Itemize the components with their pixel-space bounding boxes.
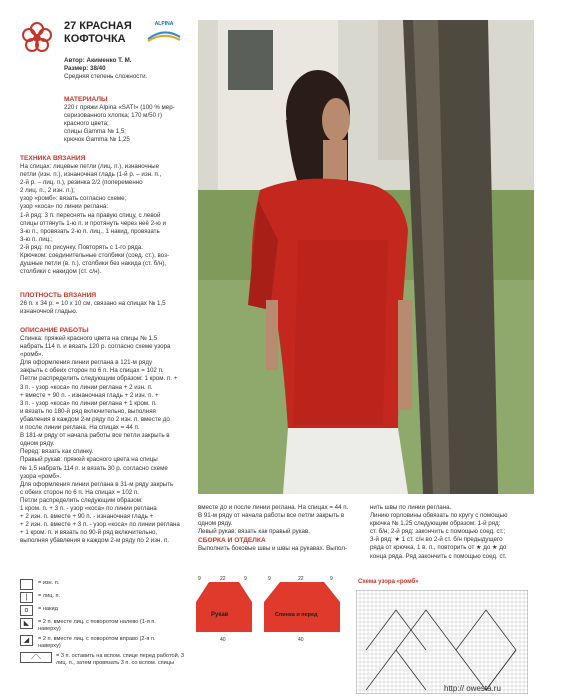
technique-line: На спицах: лицевые петли (лиц. п.), изнаночные xyxy=(20,163,160,170)
work-line: + 2 изн. п. вместе + 90 п. - изнаночная гладь + xyxy=(20,513,154,521)
col2-line: Выполнить боковые швы и швы на рукавах. Выпол- xyxy=(198,545,348,553)
work-line: Петли распределить следующим образом: xyxy=(20,496,143,504)
materials-line: красного цвета; xyxy=(64,120,109,128)
sleeve-dim-mid: 22 xyxy=(220,576,226,582)
work-line: Правый рукав: пряжей красного цвета на спицы xyxy=(20,456,158,464)
col2-line: одном ряду. xyxy=(198,520,233,528)
work-line: Петли распределить следующим образом: 1 кром. п. + xyxy=(20,375,178,383)
work-line: Для оформления линии реглана в 31-м ряду закрыть xyxy=(20,480,174,488)
work-line: 1 кром. п. + 3 п. - узор «коса» по линии реглана xyxy=(20,504,157,512)
technique-line: петли (изн. п.), изнаночная гладь (1-й р. – изн. п., xyxy=(20,171,162,179)
title-line-2: КОФТОЧКА xyxy=(64,33,126,45)
technique-line: 3-ю п., провязать 2-ю п. лиц., 1 накид, провязать xyxy=(20,227,160,235)
materials-line: спицы Gamma № 1,5; xyxy=(64,128,127,136)
work-line: закрыть с обеих сторон по 6 п. На спицах = 102 п. xyxy=(20,367,164,375)
assembly-heading: СБОРКА И ОТДЕЛКА xyxy=(198,537,266,545)
materials-line: серизованного хлопка; 170 м/50 г) xyxy=(64,112,163,120)
body-label: Спинка и перед xyxy=(275,612,318,618)
materials-heading: МАТЕРИАЛЫ xyxy=(64,96,108,103)
body-dim-left: 9 xyxy=(268,576,271,582)
col3-line: ст. б/н; 2-й ряд: закончить с помощью соед. ст.; xyxy=(370,528,506,536)
work-line: и после линии реглана. На спицах = 44 п. xyxy=(20,424,140,432)
materials-line: крючок Gamma № 1,25 xyxy=(64,136,130,144)
technique-line: душные петли (в. п.), столбики без накида (ст. б/н), xyxy=(20,260,167,268)
k2tog-left-symbol-icon: ◣ xyxy=(20,618,33,629)
sleeve-dim-bottom: 40 xyxy=(220,637,226,643)
col2-line: вместе до и после линии реглана. На спицах = 44 п. xyxy=(198,504,349,511)
diamond-pattern-chart xyxy=(356,590,528,694)
work-line: Для оформления линии реглана в 121-м ряду xyxy=(20,359,153,367)
brand-name: ALPINA xyxy=(154,21,174,27)
work-line: набрать 114 п. и вязать 120 р. согласно схеме узора xyxy=(20,343,171,351)
legend-item: | = лиц. п. xyxy=(20,591,186,604)
assembly-column xyxy=(198,504,358,553)
title-line-1: 27 КРАСНАЯ xyxy=(64,20,132,32)
work-heading: ОПИСАНИЕ РАБОТЫ xyxy=(20,327,89,334)
work-line: узора «ромб». xyxy=(20,472,62,480)
pattern-scheme-title: Схема узора «ромб» xyxy=(358,579,419,585)
work-line: № 1,5 набрать 114 п. и вязать 30 р. согласно схеме xyxy=(20,464,168,472)
legend-item: ◢ = 2 п. вместе лиц. с поворотом вправо (2-я п. наверху) xyxy=(20,634,186,651)
density-heading: ПЛОТНОСТЬ ВЯЗАНИЯ xyxy=(20,292,97,299)
body-scheme xyxy=(262,574,342,644)
technique-heading: ТЕХНИКА ВЯЗАНИЯ xyxy=(20,155,86,162)
work-line: В 181-м ряду от начала работы все петли закрыть в xyxy=(20,432,170,440)
legend-item: ⟋⟍ = 3 п. оставить на вспом. спице перед работой, 3 лиц. п., затем провязать 3 п. со вспом. спицы xyxy=(20,651,186,668)
technique-line: спицы оттянуть 1-ю п. и протянуть через неё 2-ю и xyxy=(20,219,166,227)
body-dim-mid: 22 xyxy=(298,576,304,582)
brand-logo xyxy=(146,21,182,45)
density-line: изнаночной гладью. xyxy=(20,308,78,316)
work-line: Перед: вязать как спинку. xyxy=(20,448,94,456)
legend-item: ◣ = 2 п. вместе лиц. с поворотом налево (1-я п. наверху) xyxy=(20,617,186,634)
size: Размер: 38/40 xyxy=(64,65,106,73)
technique-line: узор «ромб»: вязать согласно схеме; xyxy=(20,195,127,203)
density-section xyxy=(20,291,194,316)
sleeve-scheme xyxy=(194,574,254,644)
finishing-column xyxy=(370,504,540,561)
body-dim-bottom: 40 xyxy=(298,637,304,643)
technique-line: Крючком: соединительные столбики (соед. ст.), воз- xyxy=(20,252,170,260)
technique-line: 2 лиц. п., 2 изн. п.); xyxy=(20,187,75,195)
watermark: http:// owesta.ru xyxy=(444,684,501,693)
knit-symbol-icon: | xyxy=(20,592,33,603)
technique-line: 1-й ряд: 3 п. переснять на правую спицу, с левой xyxy=(20,211,161,219)
k2tog-right-symbol-icon: ◢ xyxy=(20,635,33,646)
col2-line: В 91-м ряду от начала работы все петли закрыть в xyxy=(198,512,345,520)
work-line: с обеих сторон по 6 п. На спицах = 102 п. xyxy=(20,488,139,496)
work-line: выполняя убавления в каждом 2-м ряду по 2 изн. п. xyxy=(20,537,169,545)
work-line: «ромб». xyxy=(20,351,44,359)
work-line: Спинка: пряжей красного цвета на спицы № 1,5 xyxy=(20,335,158,342)
col3-line: Линию горловины обвязать по кругу с помощью xyxy=(370,512,508,520)
technique-line: столбики с накидом (ст. с/н). xyxy=(20,268,102,276)
technique-section xyxy=(20,154,194,276)
legend-item: = изн. п. xyxy=(20,578,186,591)
brand-wave-icon xyxy=(146,27,182,43)
article-title xyxy=(64,20,132,46)
work-line: и вязать по 180-й ряд включительно, выполняя xyxy=(20,407,156,415)
materials-section xyxy=(64,95,194,144)
legend-item: o = накид xyxy=(20,604,186,617)
meta-block xyxy=(64,57,192,81)
purl-symbol-icon xyxy=(20,579,33,590)
technique-line: 2-й ряд: по рисунку. Повторять с 1-го ряда. xyxy=(20,243,143,251)
author: Автор: Акименко Т. М. xyxy=(64,57,132,64)
work-line: убавления в каждом 2-м ряду по 2 изн. п. вместе до xyxy=(20,415,170,423)
sleeve-label: Рукав xyxy=(211,612,229,618)
work-line: одном ряду. xyxy=(20,440,55,448)
col3-line: крючка № 1,25 следующим образом: 1-й ряд: xyxy=(370,520,501,528)
col3-line: конца ряда. Ряд закончить с помощью соед. ст. xyxy=(370,552,507,560)
cable-symbol-icon: ⟋⟍ xyxy=(20,652,52,663)
col3-line: нить швы по линии реглана. xyxy=(370,504,452,511)
materials-line: 220 г пряжи Alpina «SATI» (100 % мер- xyxy=(64,104,175,111)
symbol-legend xyxy=(20,578,186,668)
work-line: + 2 изн. п. вместе + 3 п. - узор «коса» по линии реглана xyxy=(20,521,180,529)
yarn-over-symbol-icon: o xyxy=(20,605,33,616)
work-description-section xyxy=(20,326,194,545)
col2-line: Левый рукав: вязать как правый рукав. xyxy=(198,528,310,536)
work-line: 3 п. - узор «коса» по линии реглана + 2 изн. п. xyxy=(20,383,153,391)
work-line: 3 п. - узор «коса» по линии реглана + 1 кром. п. xyxy=(20,399,157,407)
col3-line: 3-й ряд: ★ 1 ст. с/н во 2-й ст. б/н предыдущего xyxy=(370,536,503,544)
flower-logo-icon xyxy=(20,20,54,54)
technique-line: узор «коса» по линии реглана: xyxy=(20,203,109,211)
body-dim-right: 9 xyxy=(330,576,333,582)
technique-line: 2-й р. – лиц. п.), резинка 2/2 (попеременно xyxy=(20,179,143,187)
technique-line: 3-ю п. лиц.; xyxy=(20,235,53,243)
sleeve-dim-right: 9 xyxy=(244,576,247,582)
work-line: + 1 кром. п. и вязать по 90-й ряд включительно, xyxy=(20,529,158,537)
sleeve-dim-left: 9 xyxy=(198,576,201,582)
work-line: + вместе + 90 п. - изнаночная гладь + 2 изн. п. + xyxy=(20,391,159,399)
density-line: 26 п. х 34 р. = 10 х 10 см, связано на спицах № 1,5 xyxy=(20,300,166,307)
difficulty: Средняя степень сложности. xyxy=(64,73,148,81)
model-photo xyxy=(198,20,534,494)
col3-line: ряда от крючка, 1 в. п., повторить от ★ до ★ до xyxy=(370,544,507,552)
